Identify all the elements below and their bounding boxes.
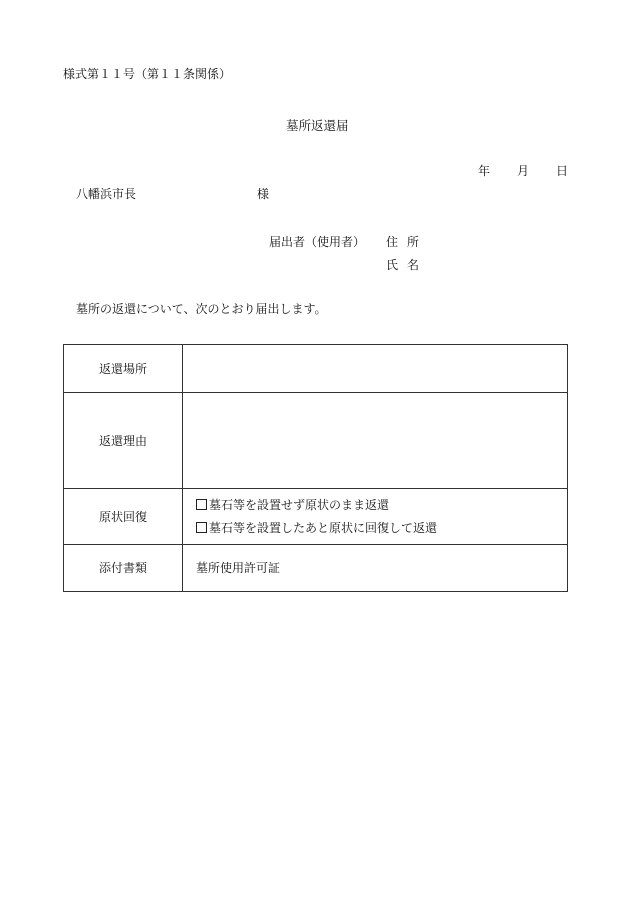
date-year-label: 年 [478, 164, 491, 178]
checkbox-icon[interactable] [196, 499, 207, 510]
addressee-name: 八幡浜市長 [76, 187, 137, 201]
return-location-field[interactable] [183, 345, 568, 393]
attachments-label: 添付書類 [64, 545, 183, 592]
restoration-label: 原状回復 [64, 489, 183, 545]
return-reason-label: 返還理由 [64, 393, 183, 489]
return-location-label: 返還場所 [64, 345, 183, 393]
return-form-table [63, 344, 568, 592]
address-label: 住所 [386, 235, 429, 249]
attachments-value: 墓所使用許可証 [183, 545, 568, 592]
restoration-option-as-is[interactable] [196, 494, 567, 517]
name-label: 氏名 [386, 258, 429, 272]
restoration-options [183, 489, 568, 545]
table-row [64, 345, 568, 393]
option-label: 墓石等を設置したあと原状に回復して返還 [209, 520, 438, 535]
restoration-option-restore[interactable] [196, 517, 567, 540]
date-month-label: 月 [517, 164, 530, 178]
form-number: 様式第１１号（第１１条関係） [63, 67, 232, 81]
document-title: 墓所返還届 [286, 118, 349, 133]
applicant-label: 届出者（使用者） [269, 235, 366, 249]
option-label: 墓石等を設置せず原状のまま返還 [209, 497, 390, 512]
table-row [64, 393, 568, 489]
table-row [64, 545, 568, 592]
date-day-label: 日 [556, 164, 569, 178]
checkbox-icon[interactable] [196, 522, 207, 533]
addressee-honorific: 様 [257, 187, 270, 201]
table-row [64, 489, 568, 545]
intro-text: 墓所の返還について、次のとおり届出します。 [76, 302, 327, 316]
return-reason-field[interactable] [183, 393, 568, 489]
